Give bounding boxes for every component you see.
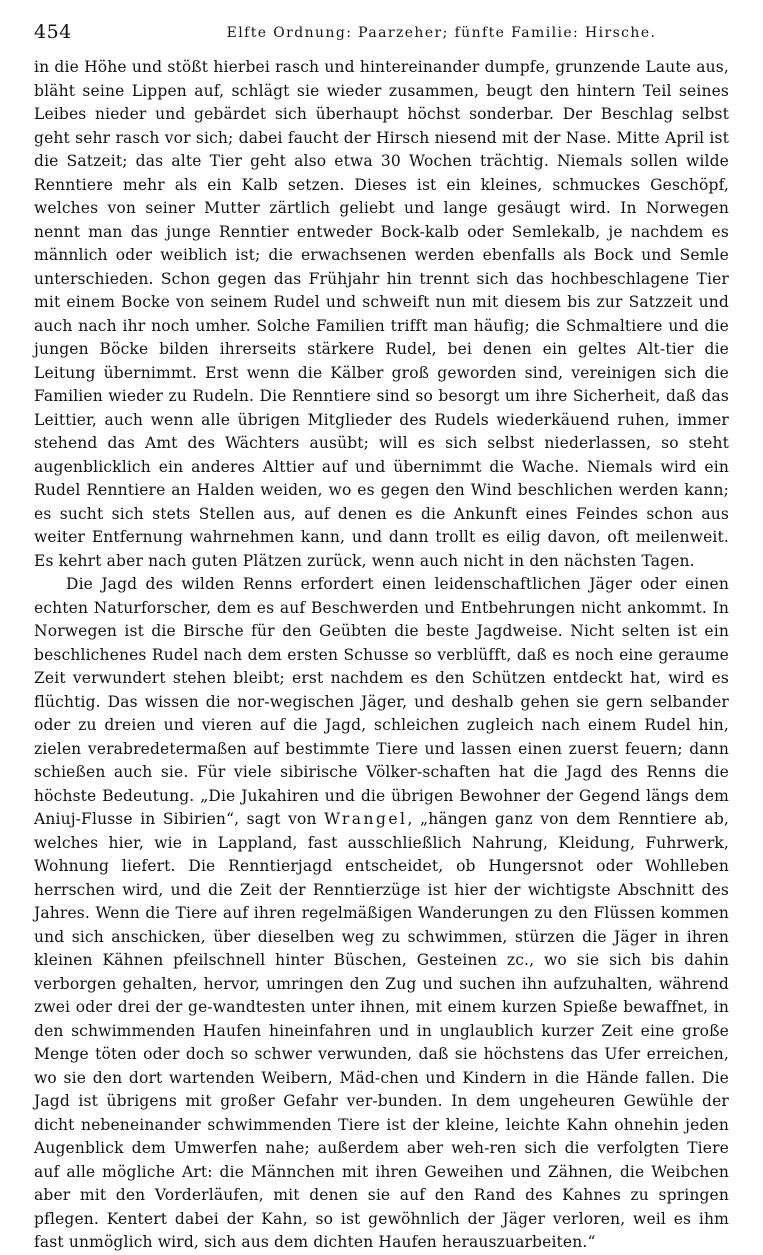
- page-header: [34, 18, 729, 46]
- body-text: [34, 56, 729, 1255]
- page-number: 454: [34, 21, 72, 43]
- paragraph-2-text-before: Die Jagd des wilden Renns erfordert einen leidenschaftlichen Jäger oder einen echten Naturforscher, dem es auf Beschwerden und Entbehrungen nicht ankommt. In Norwegen ist die Birsche für den Geübten die beste Jagdweise. Nicht selten ist ein beschlichenes Rudel nach dem ersten Schusse so verblüfft, daß es noch eine geraume Zeit verwundert stehen bleibt; erst nachdem es den Schützen entdeckt hat, wird es flüchtig. Das wissen die nor-wegischen Jäger, und deshalb gehen sie gern selbander oder zu dreien und vieren auf die Jagd, schleichen zugleich nach einem Rudel hin, zielen verabredetermaßen auf bestimmte Tiere und lassen einen zuerst feuern; dann schießen auch sie. Für viele sibirische Völker-schaften hat die Jagd des Renns die höchste Bedeutung. „Die Jukahiren und die übrigen Bewohner der Gegend längs dem Aniuj-Flusse in Sibirien“, sagt von: [34, 575, 729, 828]
- paragraph-2: [34, 573, 729, 1255]
- paragraph-1: in die Höhe und stößt hierbei rasch und hintereinander dumpfe, grunzende Laute aus, bläht seine Lippen auf, schlägt sie wieder zusammen, beugt den hintern Teil seines Leibes nieder und gebärdet sich überhaupt höchst sonderbar. Der Beschlag selbst geht sehr rasch vor sich; dabei faucht der Hirsch niesend mit der Nase. Mitte April ist die Satzeit; das alte Tier geht also etwa 30 Wochen trächtig. Niemals sollen wilde Renntiere mehr als ein Kalb setzen. Dieses ist ein kleines, schmuckes Geschöpf, welches von seiner Mutter zärtlich geliebt und lange gesäugt wird. In Norwegen nennt man das junge Renntier entweder Bock-kalb oder Semlekalb, je nachdem es männlich oder weiblich ist; die erwachsenen werden ebenfalls als Bock und Semle unterschieden. Schon gegen das Frühjahr hin trennt sich das hochbeschlagene Tier mit einem Bocke von seinem Rudel und schweift nun mit diesem bis zur Satzzeit und auch nach ihr noch umher. Solche Familien trifft man häufig; die Schmaltiere und die jungen Böcke bilden ihrerseits stärkere Rudel, bei denen ein geltes Alt-tier die Leitung übernimmt. Erst wenn die Kälber groß geworden sind, vereinigen sich die Familien wieder zu Rudeln. Die Renntiere sind so besorgt um ihre Sicherheit, daß das Leittier, auch wenn alle übrigen Mitglieder des Rudels wiederkäuend ruhen, immer stehend das Amt des Wächters ausübt; will es sich selbst niederlassen, so steht augenblicklich ein anderes Alttier auf und übernimmt die Wache. Niemals wird ein Rudel Renntiere an Halden weiden, wo es gegen den Wind beschlichen werden kann; es sucht sich stets Stellen aus, auf denen es die Ankunft eines Feindes schon aus weiter Entfernung wahrnehmen kann, und dann trollt es eilig davon, oft meilenweit. Es kehrt aber nach guten Plätzen zurück, wenn auch nicht in den nächsten Tagen.: [34, 58, 729, 570]
- author-name-wrangel: Wrangel: [324, 810, 408, 828]
- paragraph-2-text-after: , „hängen ganz von dem Renntiere ab, welches hier, wie in Lappland, fast ausschließlich Nahrung, Kleidung, Fuhrwerk, Wohnung liefert. Die Renntierjagd entscheidet, ob Hungersnot oder Wohlleben herrschen wird, und die Zeit der Renntierzüge ist hier der wichtigste Abschnitt des Jahres. Wenn die Tiere auf ihren regelmäßigen Wanderungen zu den Flüssen kommen und sich anschicken, über dieselben weg zu schwimmen, stürzen die Jäger in ihren kleinen Kähnen pfeilschnell hinter Büschen, Gesteinen zc., wo sie sich bis dahin verborgen gehalten, hervor, umringen den Zug und suchen ihn aufzuhalten, während zwei oder drei der ge-wandtesten unter ihnen, mit einem kurzen Spieße bewaffnet, in den schwimmenden Haufen hineinfahren und in unglaublich kurzer Zeit eine große Menge töten oder doch so schwer verwunden, daß sie höchstens das Ufer erreichen, wo sie den dort wartenden Weibern, Mäd-chen und Kindern in die Hände fallen. Die Jagd ist übrigens mit großer Gefahr ver-bunden. In dem ungeheuren Gewühle der dicht nebeneinander schwimmenden Tiere ist der kleine, leichte Kahn ohnehin jeden Augenblick dem Umwerfen nahe; außerdem aber weh-ren sich die verfolgten Tiere auf alle mögliche Art: die Männchen mit ihren Geweihen und Zähnen, die Weibchen aber mit den Vorderläufen, mit denen sie auf den Rand des Kahnes zu springen pflegen. Kentert dabei der Kahn, so ist gewöhnlich der Jäger verloren, weil es ihm fast unmöglich wird, sich aus dem dichten Haufen herauszuarbeiten.“: [34, 810, 730, 1251]
- running-head: Elfte Ordnung: Paarzeher; fünfte Familie: Hirsche.: [226, 25, 657, 41]
